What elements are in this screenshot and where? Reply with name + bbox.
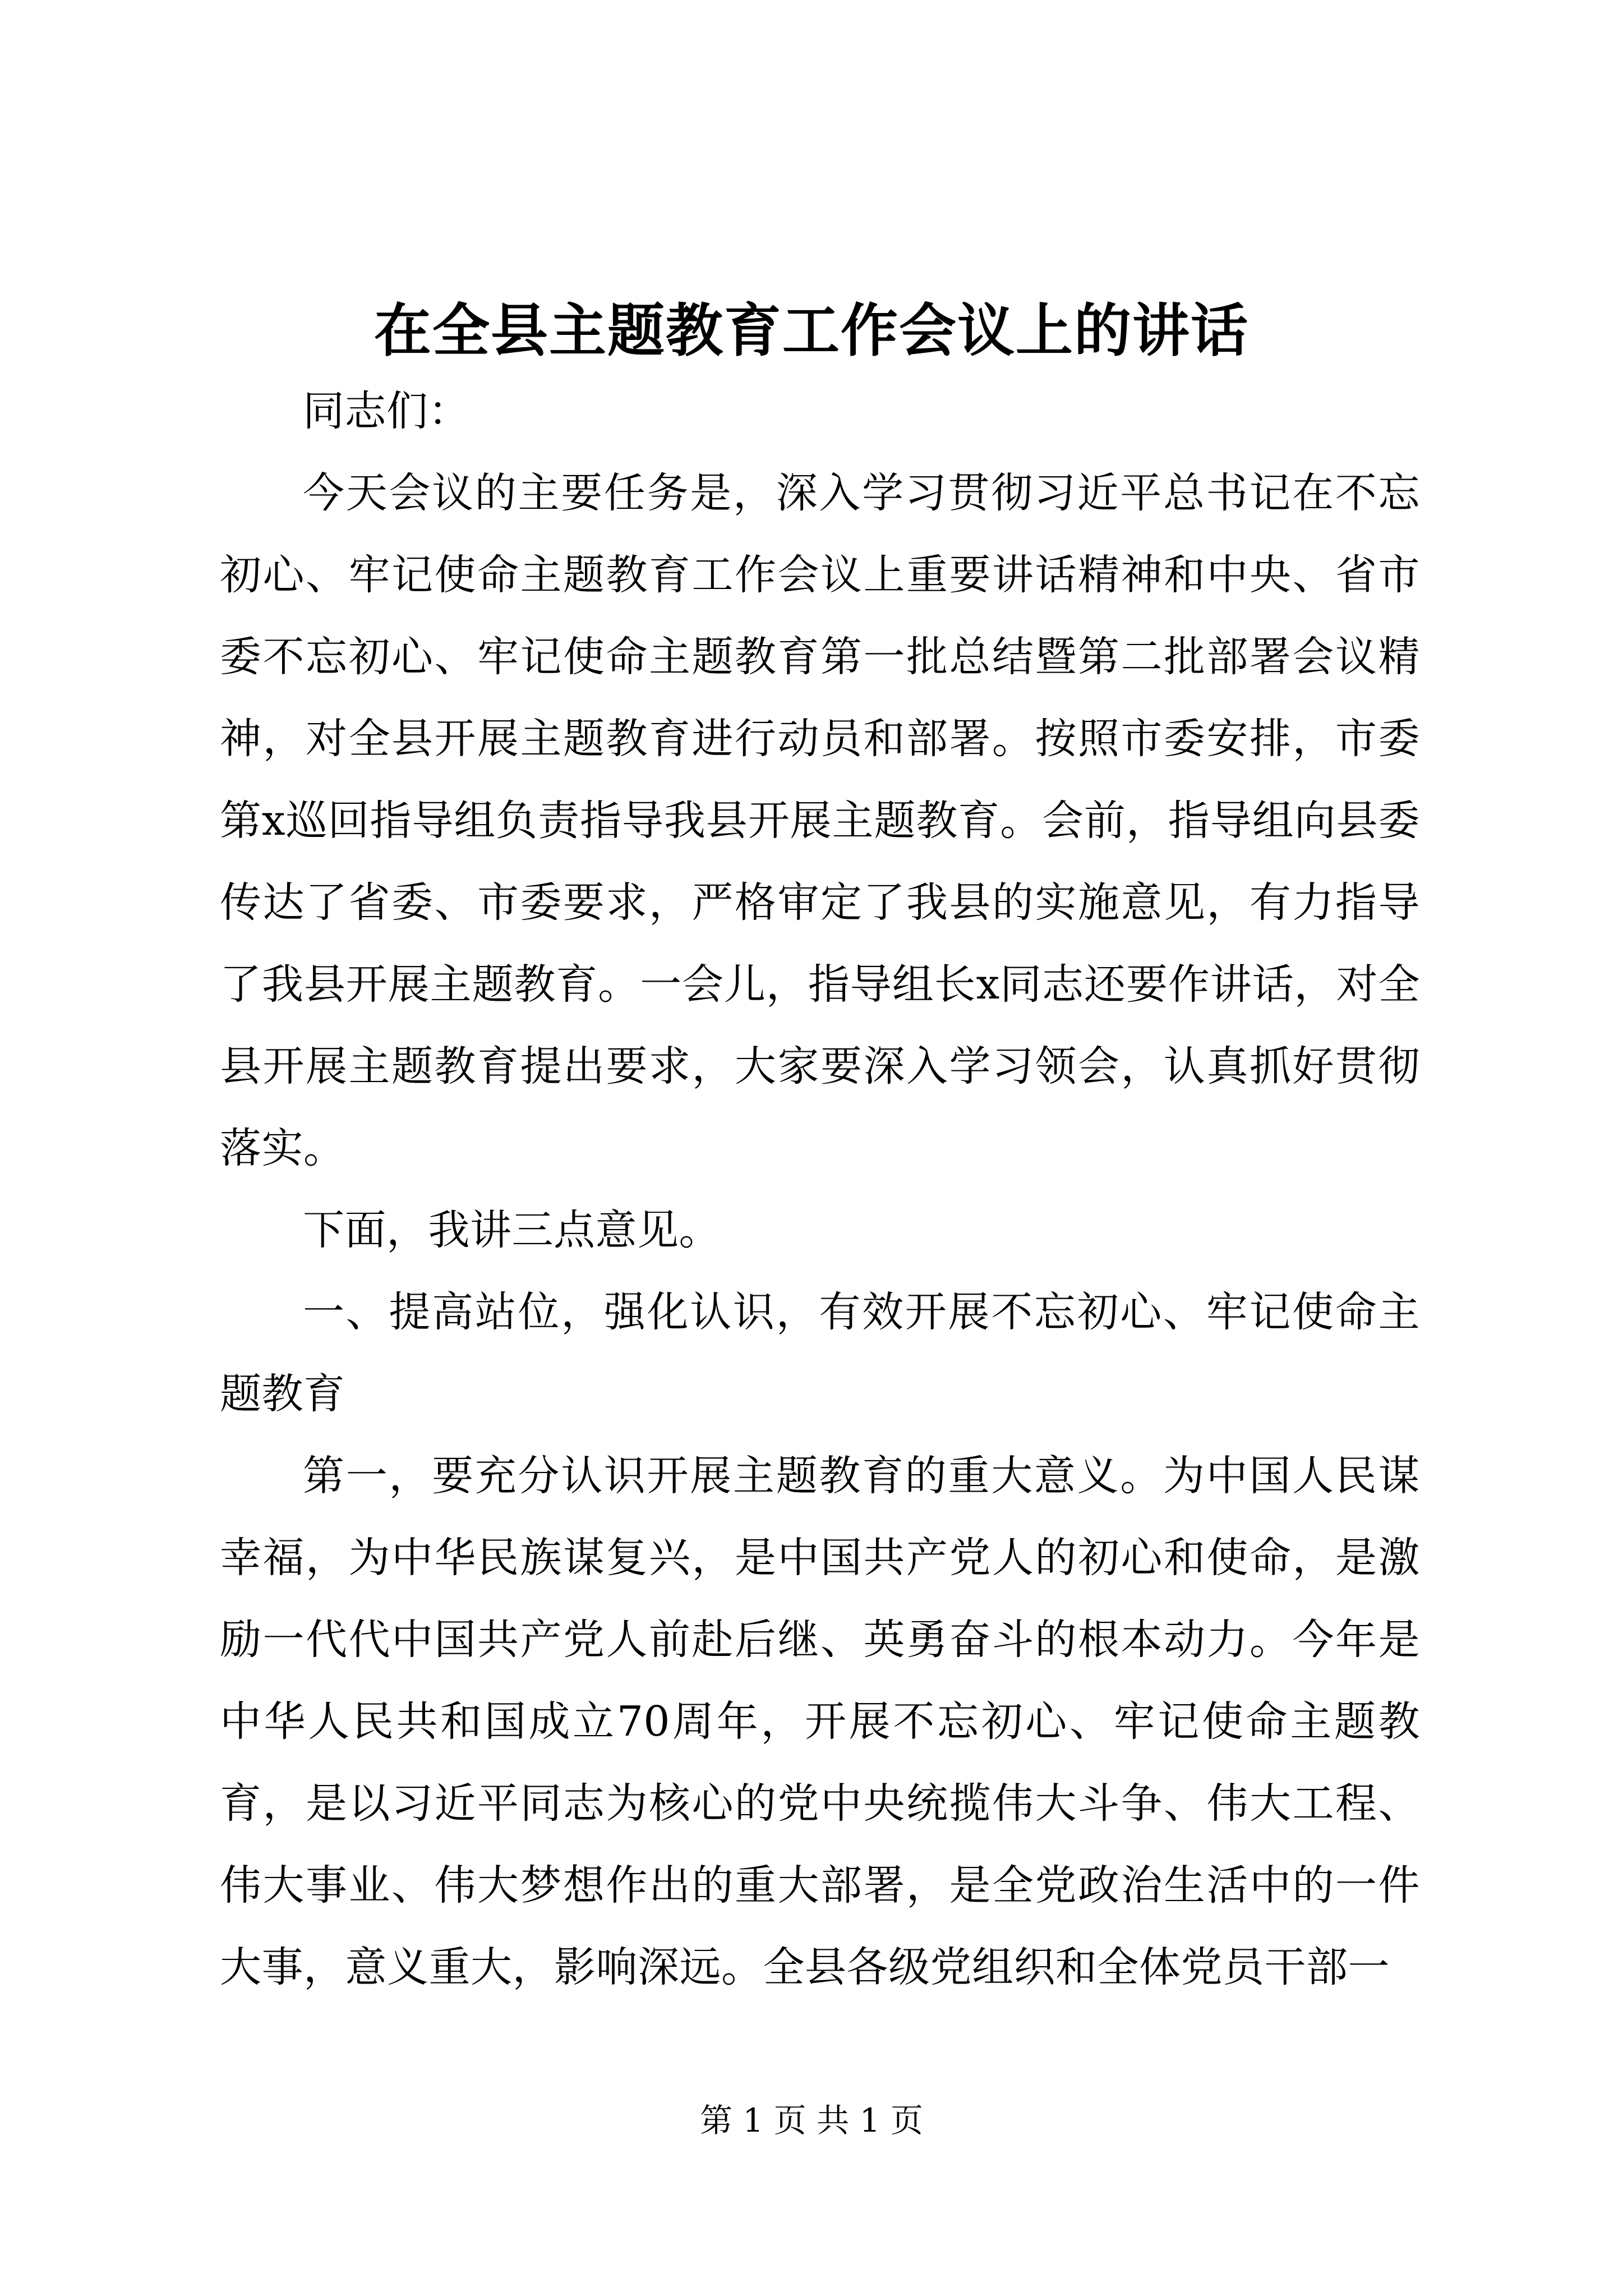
body-paragraph: 今天会议的主要任务是，深入学习贯彻习近平总书记在不忘初心、牢记使命主题教育工作会议上重要讲话精神和中央、省市委不忘初心、牢记使命主题教育第一批总结暨第二批部署会议精神，对全县开展主题教育进行动员和部署。按照市委安排，市委第x巡回指导组负责指导我县开展主题教育。会前，指导组向县委传达了省委、市委要求，严格审定了我县的实施意见，有力指导了我县开展主题教育。一会儿，指导组长x同志还要作讲话，对全县开展主题教育提出要求，大家要深入学习领会，认真抓好贯彻落实。 <box>220 469 1420 1172</box>
page-footer: 第 1 页 共 1 页 <box>700 2101 923 2139</box>
document-title: 在全县主题教育工作会议上的讲话 <box>374 297 1249 365</box>
body-paragraph: 第一，要充分认识开展主题教育的重大意义。为中国人民谋幸福，为中华民族谋复兴，是中国共产党人的初心和使命，是激励一代代中国共产党人前赴后继、英勇奋斗的根本动力。今年是中华人民共和国成立70周年，开展不忘初心、牢记使命主题教育，是以习近平同志为核心的党中央统揽伟大斗争、伟大工程、伟大事业、伟大梦想作出的重大部署，是全党政治生活中的一件大事，意义重大，影响深远。全县各级党组织和全体党员干部一 <box>220 1452 1420 1991</box>
salutation-paragraph: 同志们： <box>303 387 470 435</box>
document-body <box>220 370 1420 2008</box>
section-heading: 一、提高站位，强化认识，有效开展不忘初心、牢记使命主题教育 <box>220 1288 1420 1418</box>
body-paragraph: 下面，我讲三点意见。 <box>303 1206 721 1254</box>
